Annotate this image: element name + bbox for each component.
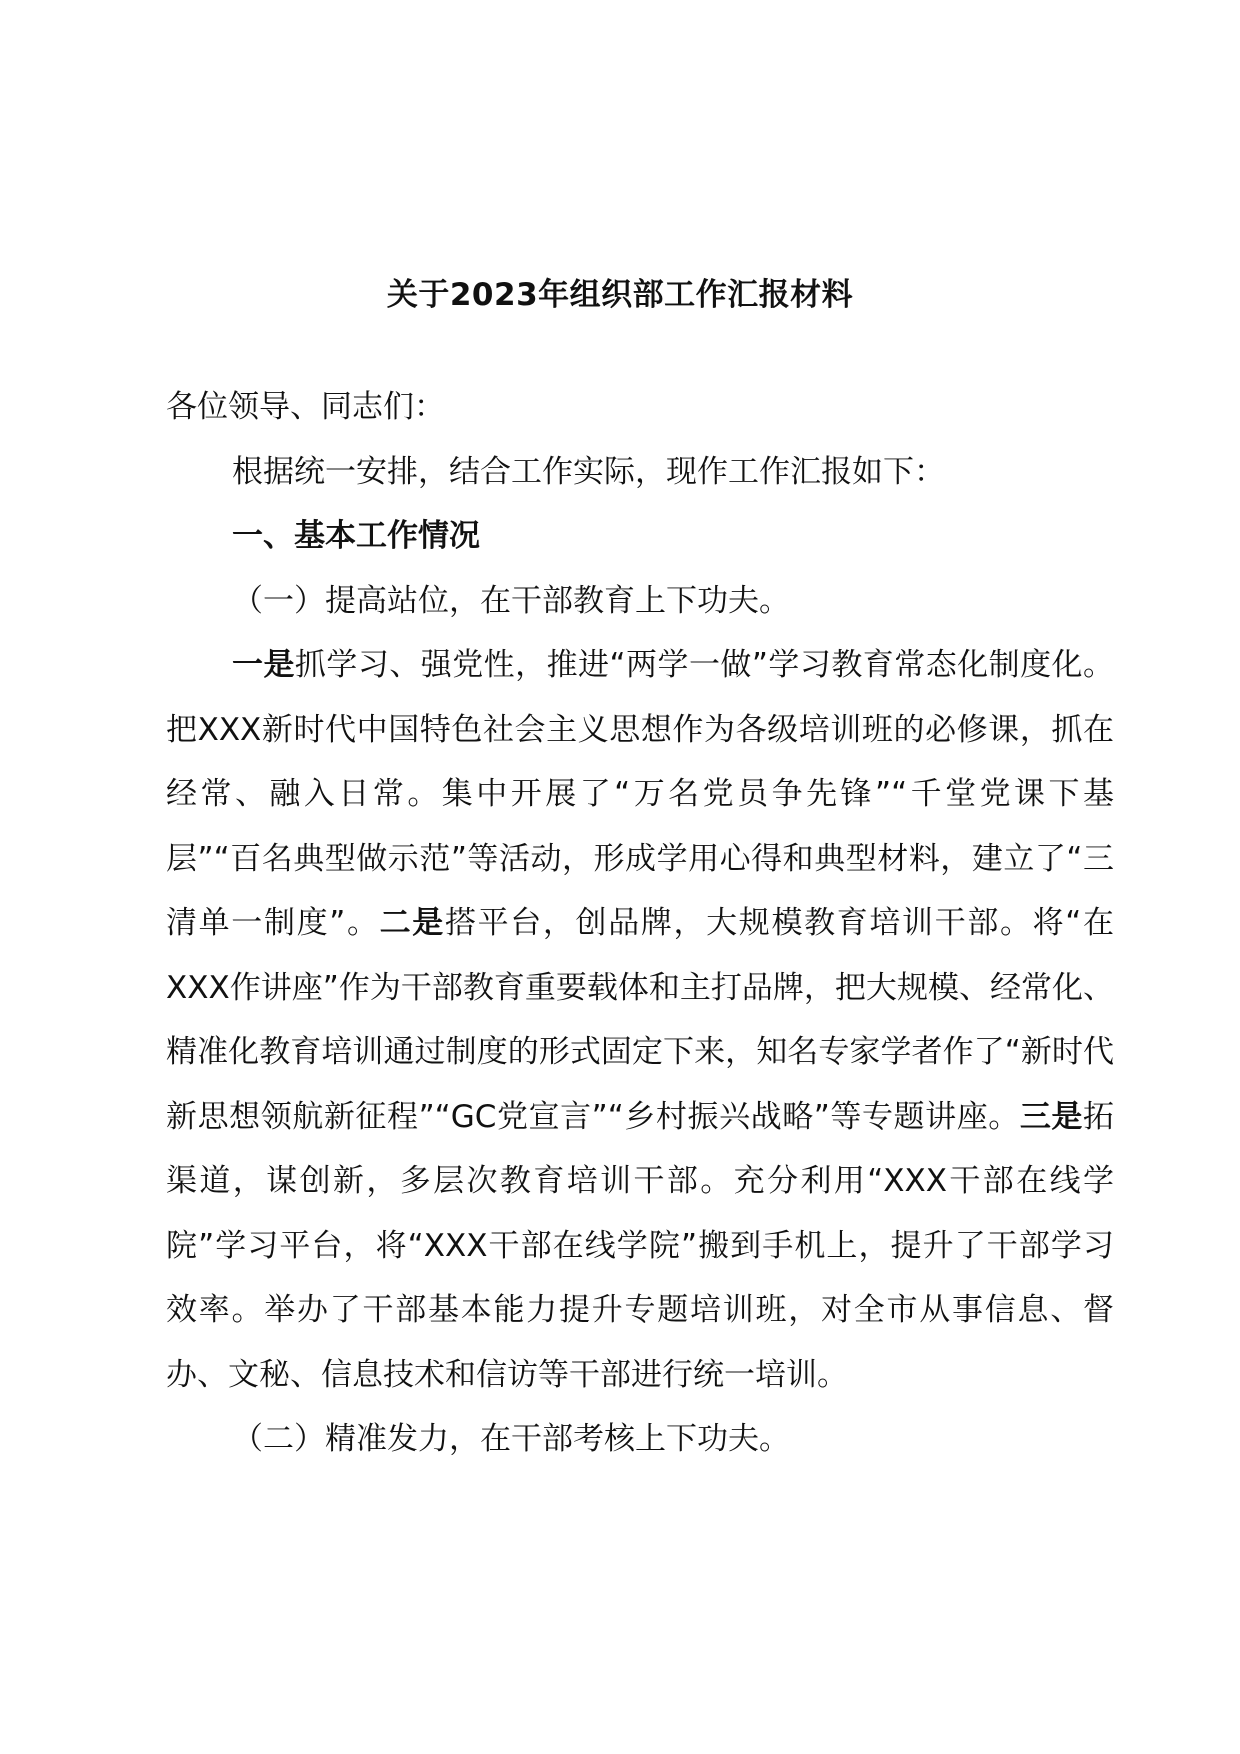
paragraph-text-3: 拓渠道，谋创新，多层次教育培训干部。充分利用“XXX干部在线学院”学习平台，将“XXX干部在线学院”搬到手机上，提升了干部学习效率。举办了干部基本能力提升专题培训班，对全市从事信息、督办、文秘、信息技术和信访等干部进行统一培训。 xyxy=(166,1098,1115,1393)
lead-label-1: 一是 xyxy=(232,647,295,683)
paragraph-text-2: 搭平台，创品牌，大规模教育培训干部。将“在XXX作讲座”作为干部教育重要载体和主打品牌，把大规模、经常化、精准化教育培训通过制度的形式固定下来，知名专家学者作了“新时代新思想领航新征程”“GC党宣言”“乡村振兴战略”等专题讲座。 xyxy=(166,905,1115,1135)
body-paragraph-1 xyxy=(166,633,1114,1407)
section-heading-1: 一、基本工作情况 xyxy=(232,518,480,554)
document-body xyxy=(166,375,1114,1472)
document-title: 关于2023年组织部工作汇报材料 xyxy=(386,277,854,313)
intro-paragraph: 根据统一安排，结合工作实际，现作工作汇报如下： xyxy=(232,453,945,490)
salutation: 各位领导、同志们： xyxy=(166,389,445,425)
lead-label-3: 三是 xyxy=(1019,1098,1084,1135)
lead-label-2: 二是 xyxy=(379,905,445,941)
subsection-heading-1: （一）提高站位，在干部教育上下功夫。 xyxy=(232,582,790,619)
paragraph-text-1: 抓学习、强党性，推进“两学一做”学习教育常态化制度化。把XXX新时代中国特色社会主义思想作为各级培训班的必修课，抓在经常、融入日常。集中开展了“万名党员争先锋”“千堂党课下基层”“百名典型做示范”等活动，形成学用心得和典型材料，建立了“三清单一制度”。 xyxy=(166,647,1114,941)
subsection-heading-2: （二）精准发力，在干部考核上下功夫。 xyxy=(232,1421,790,1457)
